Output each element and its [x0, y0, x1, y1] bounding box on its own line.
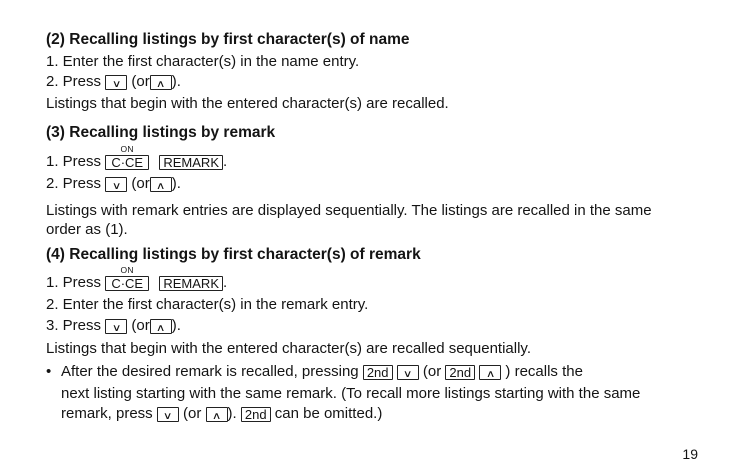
up-arrow-key-icon: ∧ — [479, 365, 501, 380]
section-3-step-1 — [46, 144, 228, 171]
or-text: (or — [131, 175, 150, 192]
note-text: ) recalls the — [505, 363, 583, 380]
or-text: (or — [131, 317, 150, 334]
step-label: 1. Press — [46, 274, 102, 291]
note-text: remark, press — [61, 405, 153, 422]
close-paren-text: ). — [171, 317, 181, 334]
note-line-3 — [61, 405, 382, 423]
or-text: (or — [131, 73, 150, 90]
close-paren-text: ). — [171, 175, 181, 192]
c-ce-key-icon: ON C·CE — [105, 155, 149, 170]
c-ce-key-icon: ON C·CE — [105, 276, 149, 291]
second-key-icon: 2nd — [241, 407, 271, 422]
note-text: can be omitted.) — [274, 405, 383, 422]
up-arrow-key-icon: ∧ — [206, 407, 228, 422]
note-line-2: next listing starting with the same remark. (To recall more listings starting with the same — [61, 385, 641, 402]
section-3-result-line-1: Listings with remark entries are displayed sequentially. The listings are recalled in the same — [46, 202, 652, 219]
remark-key-icon: REMARK — [159, 276, 223, 291]
on-label: ON — [120, 144, 134, 154]
section-4-result: Listings that begin with the entered character(s) are recalled sequentially. — [46, 340, 531, 357]
section-2-result: Listings that begin with the entered character(s) are recalled. — [46, 95, 449, 112]
section-4-step-2: 2. Enter the first character(s) in the remark entry. — [46, 296, 369, 313]
close-paren-text: ). — [171, 73, 181, 90]
up-arrow-key-icon: ∧ — [150, 177, 172, 192]
remark-key-icon: REMARK — [159, 155, 223, 170]
step-label: 2. Press — [46, 175, 102, 192]
down-arrow-key-icon: ∨ — [157, 407, 179, 422]
step-label: 3. Press — [46, 317, 102, 334]
section-3-heading: (3) Recalling listings by remark — [46, 124, 276, 141]
close-paren-text: ). — [227, 405, 237, 422]
period-text: . — [223, 153, 228, 170]
up-arrow-key-icon: ∧ — [150, 319, 172, 334]
note-text: After the desired remark is recalled, pressing — [61, 363, 359, 380]
or-text: (or — [422, 363, 442, 380]
section-2-step-2 — [46, 73, 181, 91]
step-label: 2. Press — [46, 73, 102, 90]
down-arrow-key-icon: ∨ — [397, 365, 419, 380]
down-arrow-key-icon: ∨ — [105, 75, 127, 90]
up-arrow-key-icon: ∧ — [150, 75, 172, 90]
section-2-step-1: 1. Enter the first character(s) in the name entry. — [46, 53, 360, 70]
down-arrow-key-icon: ∨ — [105, 319, 127, 334]
second-key-icon: 2nd — [445, 365, 475, 380]
or-text: (or — [183, 405, 202, 422]
section-2-heading: (2) Recalling listings by first character(s) of name — [46, 31, 410, 48]
section-4-step-1 — [46, 265, 228, 292]
section-4-heading: (4) Recalling listings by first character(s) of remark — [46, 246, 421, 263]
note-line-1 — [61, 363, 583, 381]
period-text: . — [223, 274, 228, 291]
section-3-step-2 — [46, 175, 181, 193]
step-label: 1. Press — [46, 153, 102, 170]
bullet: • — [46, 363, 52, 380]
section-3-result-line-2: order as (1). — [46, 221, 128, 238]
page-number: 19 — [682, 446, 698, 462]
section-4-step-3 — [46, 317, 181, 335]
second-key-icon: 2nd — [363, 365, 393, 380]
on-label: ON — [120, 265, 134, 275]
down-arrow-key-icon: ∨ — [105, 177, 127, 192]
